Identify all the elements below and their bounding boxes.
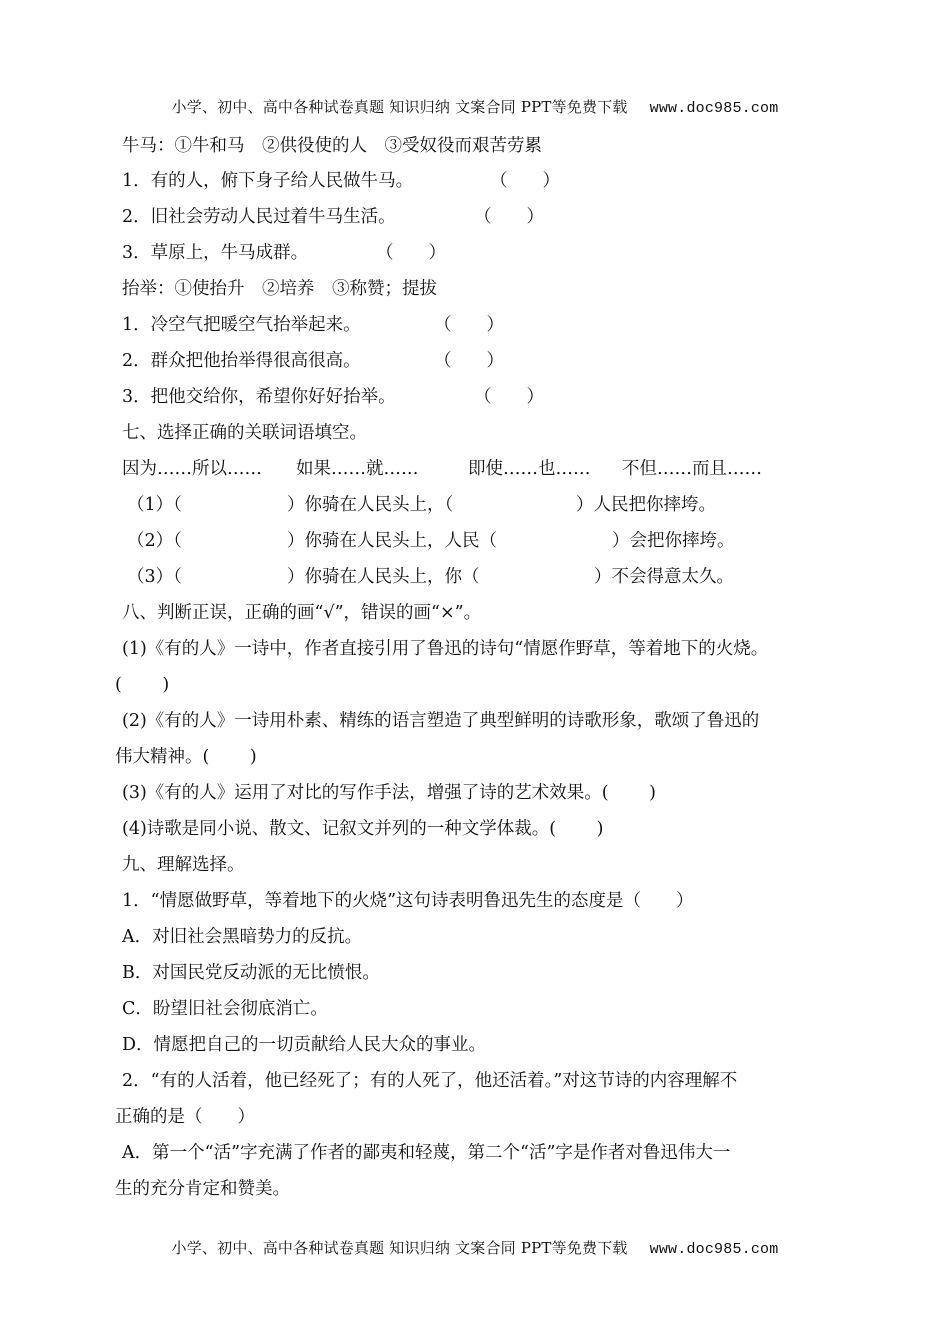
niuma-blank-1[interactable]: （ ）	[490, 171, 560, 191]
q9-q1-option-b: B．对国民党反动派的无比愤恨。	[122, 963, 380, 983]
q7-item-1-a: （1）（	[127, 495, 182, 515]
q9-title: 九、理解选择。	[122, 855, 245, 875]
q9-q1-option-d: D．情愿把自己的一切贡献给人民大众的事业。	[122, 1035, 487, 1055]
q9-q1-stem: 1．“情愿做野草，等着地下的火烧”这句诗表明鲁迅先生的态度是（ ）	[122, 891, 694, 911]
q7-item-3-b: ）你骑在人民头上，你（	[287, 567, 480, 587]
q7-option-3: 即使……也……	[468, 459, 591, 479]
taiju-item-1: 1．冷空气把暖空气抬举起来。	[122, 315, 361, 335]
header-site: www.doc985.com	[649, 100, 779, 117]
q7-option-1: 因为……所以……	[122, 459, 262, 479]
q9-q2-stem-line2: 正确的是（ ）	[115, 1107, 255, 1127]
niuma-blank-3[interactable]: （ ）	[376, 243, 446, 263]
q7-title: 七、选择正确的关联词语填空。	[122, 423, 367, 443]
q9-q2-option-a-line2: 生的充分肯定和赞美。	[115, 1179, 290, 1199]
taiju-blank-3[interactable]: （ ）	[474, 387, 544, 407]
q9-q2-option-a-line1: A．第一个“活”字充满了作者的鄙夷和轻蔑，第二个“活”字是作者对鲁迅伟大一	[122, 1143, 731, 1163]
q8-item-3: (3)《有的人》运用了对比的写作手法，增强了诗的艺术效果。( )	[122, 783, 657, 803]
q9-q1-option-a: A．对旧社会黑暗势力的反抗。	[122, 927, 363, 947]
taiju-item-3: 3．把他交给你，希望你好好抬举。	[122, 387, 396, 407]
taiju-item-2: 2．群众把他抬举得很高很高。	[122, 351, 361, 371]
q7-option-2: 如果……就……	[296, 459, 419, 479]
q8-title: 八、判断正误，正确的画“√”，错误的画“×”。	[122, 603, 482, 623]
q7-item-1-c: ）人民把你摔垮。	[576, 495, 716, 515]
niuma-item-3: 3．草原上，牛马成群。	[122, 243, 309, 263]
niuma-item-2: 2．旧社会劳动人民过着牛马生活。	[122, 207, 396, 227]
q8-item-2-line1: (2)《有的人》一诗用朴素、精练的语言塑造了典型鲜明的诗歌形象，歌颂了鲁迅的	[122, 711, 760, 731]
q8-item-1-line1: (1)《有的人》一诗中，作者直接引用了鲁迅的诗句“情愿作野草，等着地下的火烧。	[122, 639, 769, 659]
q8-item-2-line2: 伟大精神。( )	[115, 747, 257, 767]
q7-item-2-b: ）你骑在人民头上，人民（	[287, 531, 497, 551]
page-header	[0, 96, 950, 117]
q7-item-3-c: ）不会得意太久。	[594, 567, 734, 587]
q8-item-1-line2[interactable]: ( )	[115, 675, 170, 695]
q7-item-2-c: ）会把你摔垮。	[612, 531, 735, 551]
taiju-blank-1[interactable]: （ ）	[434, 315, 504, 335]
niuma-item-1: 1．有的人，俯下身子给人民做牛马。	[122, 171, 414, 191]
q7-item-2-a: （2）（	[127, 531, 182, 551]
q7-item-3-a: （3）（	[127, 567, 182, 587]
q7-option-4: 不但……而且……	[622, 459, 762, 479]
q9-q2-stem-line1: 2．“有的人活着，他已经死了；有的人死了，他还活着。”对这节诗的内容理解不	[122, 1071, 738, 1091]
q7-item-1-b: ）你骑在人民头上，（	[287, 495, 454, 515]
header-text: 小学、初中、高中各种试卷真题 知识归纳 文案合同 PPT等免费下载	[171, 98, 628, 116]
footer-text: 小学、初中、高中各种试卷真题 知识归纳 文案合同 PPT等免费下载	[171, 1239, 628, 1257]
niuma-blank-2[interactable]: （ ）	[474, 207, 544, 227]
footer-site: www.doc985.com	[649, 1241, 779, 1258]
niuma-title: 牛马：①牛和马 ②供役使的人 ③受奴役而艰苦劳累	[122, 136, 542, 156]
taiju-title: 抬举：①使抬升 ②培养 ③称赞；提拔	[122, 279, 437, 299]
q9-q1-option-c: C．盼望旧社会彻底消亡。	[122, 999, 328, 1019]
taiju-blank-2[interactable]: （ ）	[434, 351, 504, 371]
q8-item-4: (4)诗歌是同小说、散文、记叙文并列的一种文学体裁。( )	[122, 819, 604, 839]
page-footer	[0, 1237, 950, 1258]
